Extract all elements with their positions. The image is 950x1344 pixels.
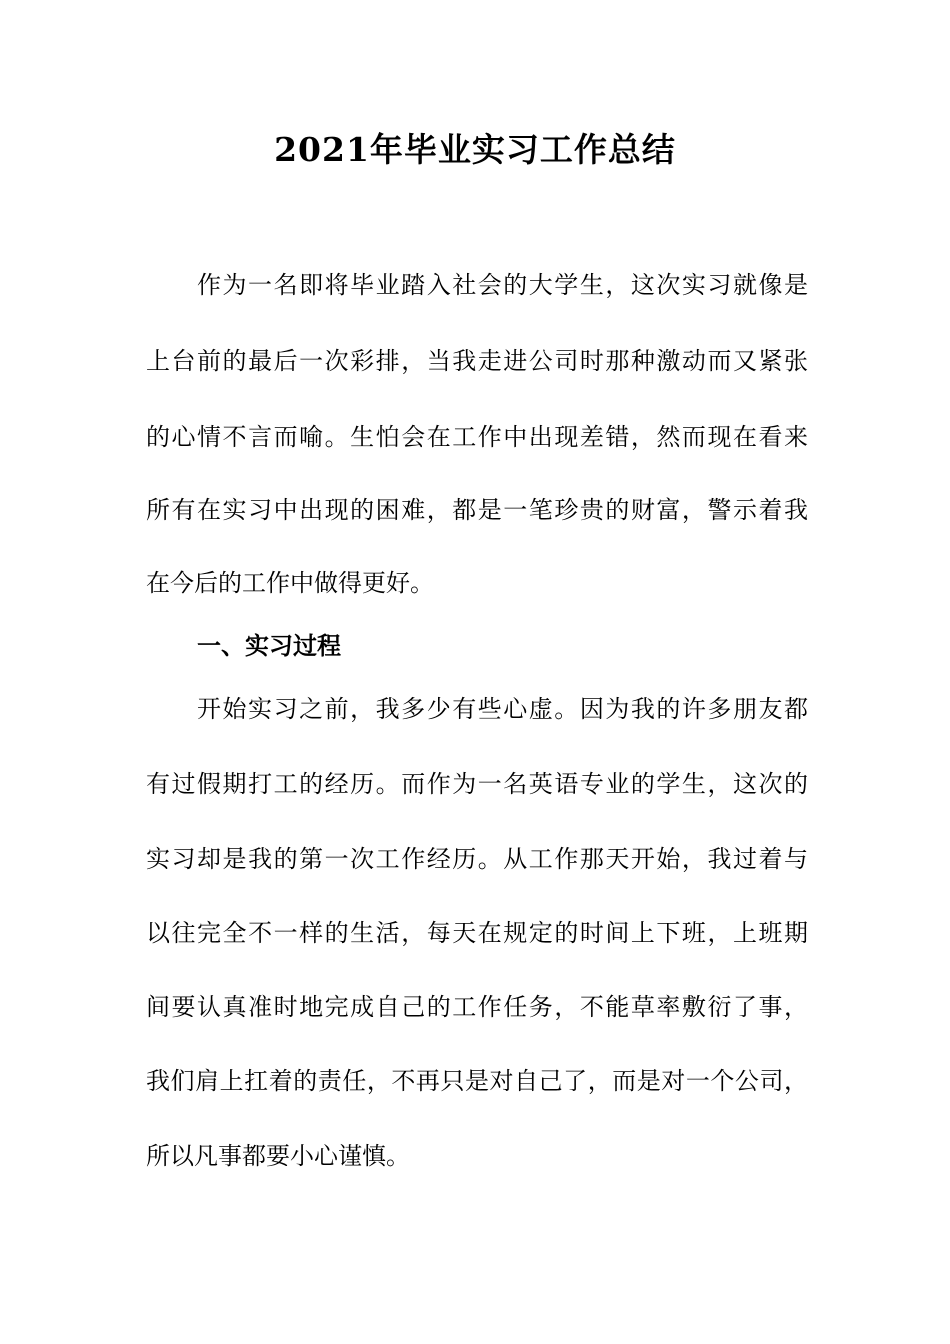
paragraph-line: 间要认真准时地完成自己的工作任务，不能草率敷衍了事， — [146, 993, 808, 1021]
paragraph-line: 作为一名即将毕业踏入社会的大学生，这次实习就像是 — [197, 271, 808, 299]
paragraph-line: 开始实习之前，我多少有些心虚。因为我的许多朋友都 — [197, 695, 808, 723]
document-title: 2021年毕业实习工作总结 — [274, 130, 676, 169]
paragraph-line: 上台前的最后一次彩排，当我走进公司时那种激动而又紧张 — [146, 347, 808, 375]
paragraph-line: 实习却是我的第一次工作经历。从工作那天开始，我过着与 — [146, 845, 808, 873]
paragraph-line: 所以凡事都要小心谨慎。 — [146, 1142, 410, 1170]
paragraph-line: 有过假期打工的经历。而作为一名英语专业的学生，这次的 — [146, 770, 808, 798]
section-heading: 一、实习过程 — [197, 631, 341, 660]
paragraph-line: 在今后的工作中做得更好。 — [146, 569, 434, 597]
paragraph-line: 以往完全不一样的生活，每天在规定的时间上下班，上班期 — [146, 919, 808, 947]
paragraph-line: 的心情不言而喻。生怕会在工作中出现差错，然而现在看来 — [146, 423, 808, 451]
paragraph-line: 所有在实习中出现的困难，都是一笔珍贵的财富，警示着我 — [146, 496, 808, 524]
paragraph-line: 我们肩上扛着的责任，不再只是对自己了，而是对一个公司， — [146, 1067, 808, 1095]
